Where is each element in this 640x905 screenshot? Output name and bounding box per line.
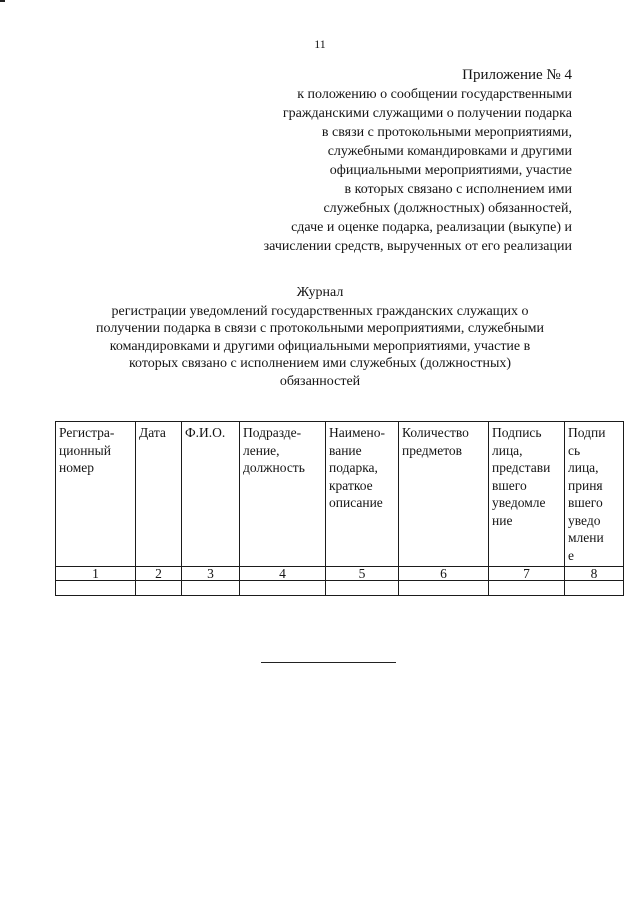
column-number: 4 [240,567,326,581]
empty-cell [240,581,326,596]
journal-heading [0,284,640,390]
page-number: 11 [314,37,326,51]
appendix-block [264,66,572,256]
appendix-line: зачислении средств, вырученных от его реализации [263,239,572,254]
journal-subtitle-line: получении подарка в связи с протокольными мероприятиями, служебными [96,321,544,336]
empty-cell [56,581,136,596]
empty-cell [136,581,182,596]
table-header-row [56,422,624,567]
empty-cell [399,581,489,596]
header-cell-submitter-signature: Подпись лица, представи вшего уведомле ние [489,422,565,567]
appendix-line: к положению о сообщении государственными [297,87,572,102]
registration-table [55,421,624,596]
appendix-line: в которых связано с исполнением ими [344,182,572,197]
header-cell-reg-number: Регистра- ционный номер [56,422,136,567]
header-cell-date: Дата [136,422,182,567]
appendix-line: в связи с протокольными мероприятиями, [321,125,572,140]
header-cell-quantity: Количество предметов [399,422,489,567]
journal-subtitle-line: регистрации уведомлений государственных гражданских служащих о [111,303,529,319]
header-cell-gift-name: Наимено- вание подарка, краткое описание [326,422,399,567]
appendix-line: служебными командировками и другими [327,144,572,159]
closing-rule [261,662,396,663]
column-number: 3 [182,567,240,581]
appendix-line: официальными мероприятиями, участие [329,163,572,178]
appendix-title: Приложение № 4 [462,67,572,83]
column-number: 1 [56,567,136,581]
journal-subtitle-line: командировками и другими официальными мероприятиями, участие в [109,338,531,354]
journal-subtitle-line: которых связано с исполнением ими служебных (должностных) [128,356,512,371]
appendix-line: гражданскими служащими о получении подарка [282,106,572,121]
corner-mark [0,0,5,2]
appendix-line: сдаче и оценке подарка, реализации (выкупе) и [291,220,572,235]
journal-title: Журнал [296,285,344,300]
empty-cell [565,581,624,596]
header-cell-receiver-signature: Подпи сь лица, приня вшего уведо млени е [565,422,624,567]
journal-subtitle-line: обязанностей [279,373,361,389]
column-number: 2 [136,567,182,581]
column-number-row [56,567,624,581]
header-cell-fio: Ф.И.О. [182,422,240,567]
empty-cell [489,581,565,596]
empty-entry-row [56,581,624,596]
empty-cell [182,581,240,596]
column-number: 6 [399,567,489,581]
empty-cell [326,581,399,596]
column-number: 5 [326,567,399,581]
header-cell-department: Подразде- ление, должность [240,422,326,567]
column-number: 8 [565,567,624,581]
appendix-line: служебных (должностных) обязанностей, [323,201,572,216]
column-number: 7 [489,567,565,581]
